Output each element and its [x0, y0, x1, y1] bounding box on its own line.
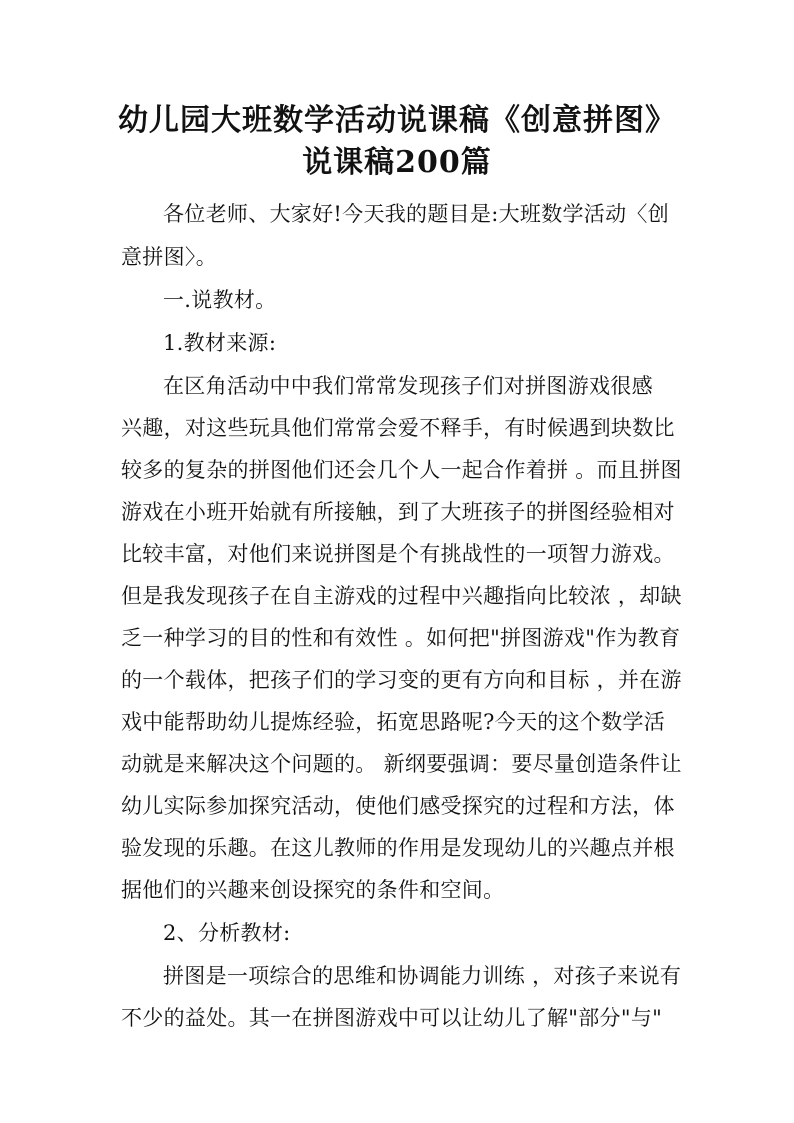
subsection-heading: 1.教材来源: [163, 331, 277, 355]
paragraph-line: 兴趣，对这些玩具他们常常会爱不释手，有时候遇到块数比 [121, 416, 675, 440]
paragraph-line: 乏一种学习的目的性和有效性 。如何把"拼图游戏"作为教育 [121, 626, 681, 650]
paragraph-line: 游戏在小班开始就有所接触，到了大班孩子的拼图经验相对 [121, 500, 675, 524]
paragraph-line: 较多的复杂的拼图他们还会几个人一起合作着拼 。而且拼图 [121, 458, 682, 482]
paragraph-line: 意拼图〉。 [121, 245, 217, 269]
document-title-line-1: 幼儿园大班数学活动说课稿《创意拼图》 [118, 103, 676, 138]
subsection-heading: 2、分析教材: [163, 921, 291, 945]
paragraph-line: 不少的益处。其一在拼图游戏中可以让幼儿了解"部分"与" [121, 1006, 663, 1030]
paragraph-line: 据他们的兴趣来创设探究的条件和空间。 [121, 878, 505, 902]
paragraph-line: 在区角活动中中我们常常发现孩子们对拼图游戏很感 [163, 374, 653, 398]
paragraph-line: 拼图是一项综合的思维和协调能力训练 ，对孩子来说有 [163, 964, 682, 988]
paragraph-line: 幼儿实际参加探究活动，使他们感受探究的过程和方法，体 [121, 794, 675, 818]
paragraph-line: 的一个载体，把孩子们的学习变的更有方向和目标 ，并在游 [121, 668, 682, 692]
paragraph-line: 戏中能帮助幼儿提炼经验，拓宽思路呢?今天的这个数学活 [121, 710, 666, 734]
section-heading: 一.说教材。 [163, 288, 277, 312]
paragraph-line: 各位老师、大家好!今天我的题目是:大班数学活动〈创 [163, 202, 670, 226]
document-title-line-2: 说课稿200篇 [302, 145, 492, 180]
paragraph-line: 比较丰富，对他们来说拼图是个有挑战性的一项智力游戏。 [121, 542, 675, 566]
paragraph-line: 动就是来解决这个问题的。 新纲要强调：要尽量创造条件让 [121, 752, 682, 776]
paragraph-line: 但是我发现孩子在自主游戏的过程中兴趣指向比较浓 ，却缺 [121, 584, 682, 608]
paragraph-line: 验发现的乐趣。在这儿教师的作用是发现幼儿的兴趣点并根 [121, 836, 675, 860]
